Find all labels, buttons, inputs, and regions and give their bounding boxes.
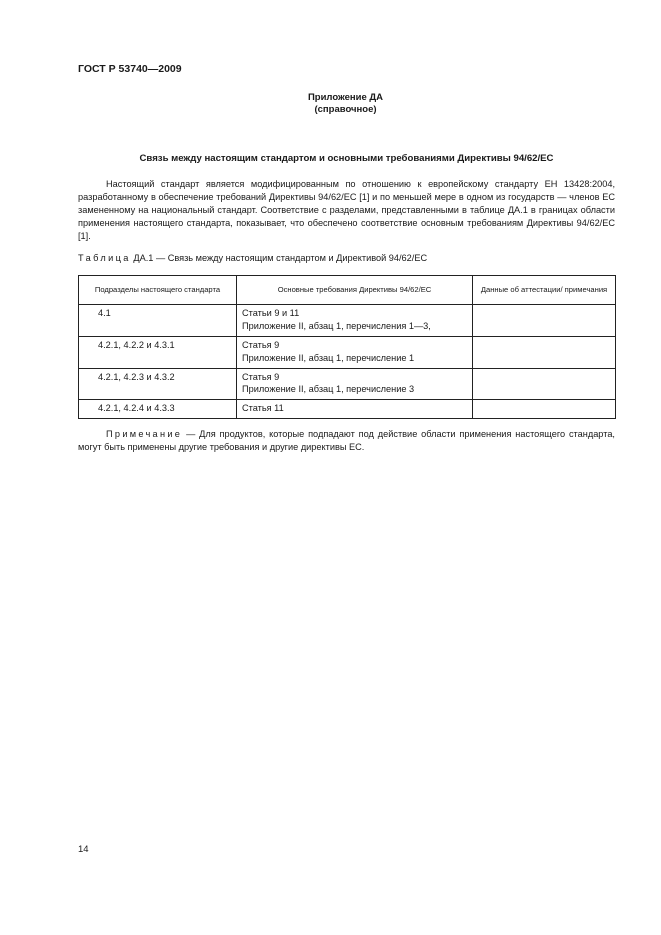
cell-notes <box>473 305 616 337</box>
header-notes: Данные об аттестации/ примечания <box>473 276 616 305</box>
cell-subsection: 4.2.1, 4.2.2 и 4.3.1 <box>79 336 237 368</box>
table-row <box>79 336 616 368</box>
table-row <box>79 368 616 400</box>
cell-subsection: 4.1 <box>79 305 237 337</box>
document-standard-id: ГОСТ Р 53740—2009 <box>78 63 182 75</box>
appendix-title: Приложение ДА <box>307 92 384 103</box>
table-caption-label: Таблица <box>78 253 131 263</box>
note-label: Примечание <box>106 429 183 439</box>
requirement-line: Приложение II, абзац 1, перечисление 1 <box>242 352 415 363</box>
cell-notes <box>473 400 616 419</box>
requirement-line: Статья 9 <box>242 339 280 350</box>
intro-paragraph: Настоящий стандарт является модифицированным по отношению к европейскому стандарту ЕН 13428:2004, разработанному в обеспечение требований Директивы 94/62/ЕС [1] и по меньшей мере в одном из государств — членов ЕС замененному на национальный стандарт. Соответствие с разделами, представленными в таблице ДА.1 в границах области применения настоящего стандарта, показывает, что обеспечено соответствие основным требованиям Директивы 94/62/ЕС [1]. <box>78 179 615 242</box>
table-caption-text: ДА.1 — Связь между настоящим стандартом и Директивой 94/62/ЕС <box>133 253 428 263</box>
requirement-line: Статья 9 <box>242 371 280 382</box>
cell-requirements <box>237 368 473 400</box>
requirement-line: Приложение II, абзац 1, перечисления 1—3, <box>242 320 431 331</box>
table-caption <box>78 252 427 265</box>
cell-subsection: 4.2.1, 4.2.3 и 4.3.2 <box>79 368 237 400</box>
appendix-subtitle: (справочное) <box>314 104 377 116</box>
note-text: — Для продуктов, которые подпадают под действие области применения настоящего стандарта, могут быть применены другие требования и другие директивы ЕС. <box>78 429 615 453</box>
cell-requirements <box>237 305 473 337</box>
cell-notes <box>473 368 616 400</box>
table-row <box>79 305 616 337</box>
table-header-row <box>79 276 616 305</box>
section-title: Связь между настоящим стандартом и основными требованиями Директивы 94/62/ЕС <box>139 153 554 164</box>
table-row <box>79 400 616 419</box>
appendix-heading <box>0 92 661 117</box>
header-subsections: Подразделы настоящего стандарта <box>79 276 237 305</box>
cell-notes <box>473 336 616 368</box>
requirement-line: Статьи 9 и 11 <box>242 308 300 318</box>
header-requirements: Основные требования Директивы 94/62/ЕС <box>237 276 473 305</box>
requirements-table <box>78 275 616 419</box>
requirement-line: Приложение II, абзац 1, перечисление 3 <box>242 384 415 395</box>
page-number: 14 <box>78 844 89 855</box>
cell-requirements <box>237 336 473 368</box>
requirement-line: Статья 11 <box>242 403 284 414</box>
cell-requirements <box>237 400 473 419</box>
table-note <box>78 428 615 454</box>
cell-subsection: 4.2.1, 4.2.4 и 4.3.3 <box>79 400 237 419</box>
